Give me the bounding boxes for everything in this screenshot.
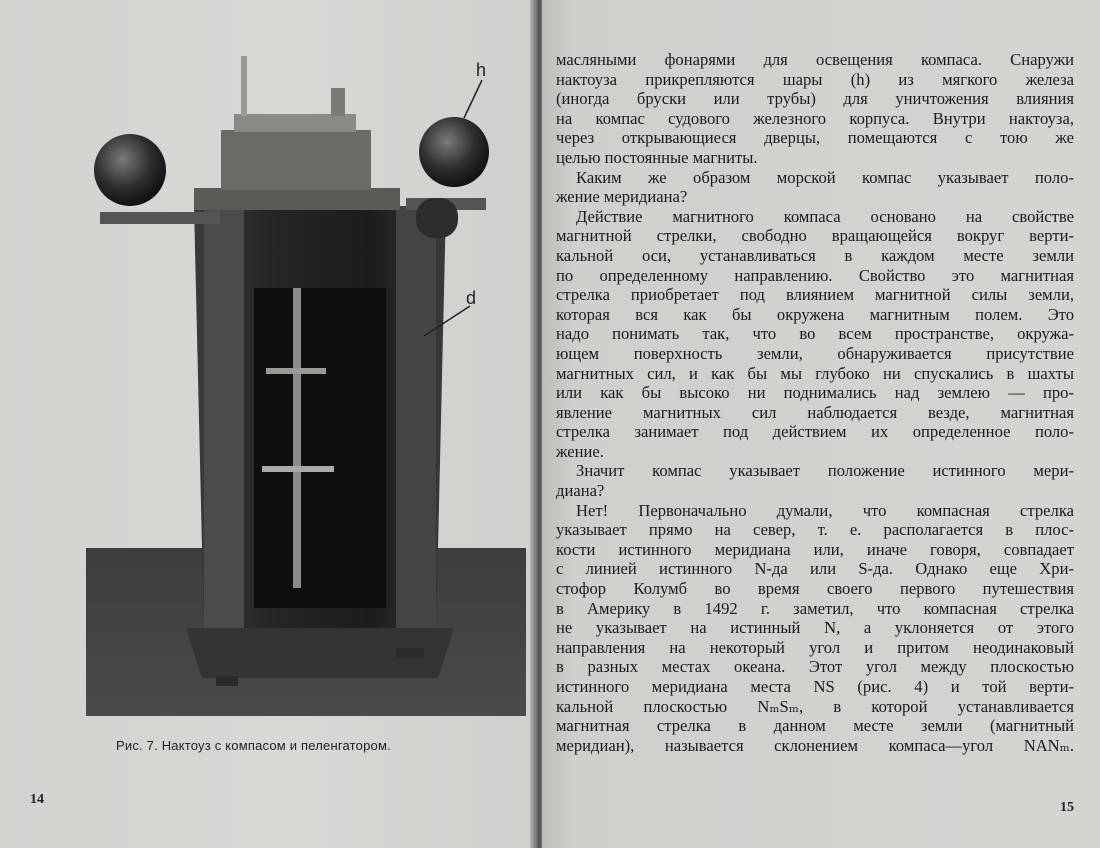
text-line: диана? (556, 481, 605, 501)
text-line: в Америку в 1492 г. заметил, что компасная стрелка (556, 598, 1074, 618)
pelorus-vane (241, 56, 247, 116)
text-line: которая вся как бы окружена магнитным полем. Это (556, 304, 1074, 324)
text-line: через открывающиеся дверцы, помещаются с тою же (556, 128, 1074, 148)
page-number-right: 15 (1060, 800, 1074, 815)
text-line: магнитных сил, и как бы мы глубоко ни спускались в шахты (556, 363, 1074, 383)
label-h: h (476, 60, 487, 80)
right-door (396, 206, 436, 636)
text-line: не указывает на истинный N, а уклоняется от этого (556, 618, 1074, 638)
binnacle-illustration (86, 48, 526, 716)
text-line: Действие магнитного компаса основано на свойстве (576, 206, 1074, 226)
text-line: на компас судового железного корпуса. Внутри нактоуза, (556, 108, 1074, 128)
text-line: кальной плоскостью NₘSₘ, в которой устанавливается (556, 696, 1074, 716)
central-rod (293, 288, 301, 588)
left-arm (100, 212, 220, 224)
text-line: явление магнитных сил наблюдается везде, магнитная (556, 402, 1074, 422)
right-iron-sphere (419, 117, 489, 187)
text-line: в разных местах океана. Этот угол между плоскостью (556, 657, 1074, 677)
text-line: целью постоянные магниты. (556, 147, 758, 167)
left-iron-sphere (94, 134, 166, 206)
compass-bowl (221, 130, 371, 190)
text-line: жение меридиана? (556, 187, 688, 207)
text-line: истинного меридиана места NS (рис. 4) и той верти- (556, 677, 1074, 696)
page-number-left: 14 (30, 792, 44, 807)
text-line: ющем поверхность земли, обнаруживается присутствие (556, 343, 1074, 363)
text-line: кальной оси, устанавливаться в каждом месте земли (556, 245, 1074, 265)
text-line: масляными фонарями для освещения компаса. Снаружи (556, 50, 1074, 69)
body-text (556, 50, 1074, 755)
text-line: указывает прямо на север, т. е. располагается в плос- (556, 520, 1074, 540)
text-line: по определенному направлению. Свойство это магнитная (556, 265, 1074, 285)
binnacle-opening (254, 288, 386, 608)
text-line: жение. (556, 441, 604, 461)
text-line: с линией истинного N-да или S-да. Однако еще Хри- (556, 559, 1074, 579)
compass-ring (194, 188, 400, 210)
left-door (204, 206, 244, 636)
left-page (0, 0, 536, 848)
text-line: меридиан), называется склонением компаса—угол NANₘ. (556, 735, 1074, 755)
text-line: направления на некоторый угол и притом неодинаковый (556, 637, 1074, 657)
text-line: кости истинного меридиана или, иначе говоря, совпадает (556, 539, 1074, 559)
text-line: или как бы высоко ни поднимались над землею — про- (556, 383, 1074, 403)
text-line: магнитной стрелки, свободно вращающейся вокруг верти- (556, 226, 1074, 246)
text-line: магнитная стрелка в данном месте земли (магнитный (556, 716, 1074, 736)
text-line: стрелка приобретает под влиянием магнитной силы земли, (556, 285, 1074, 305)
text-line: Значит компас указывает положение истинного мери- (576, 461, 1074, 481)
text-line: стрелка занимает под действием их определенное поло- (556, 422, 1074, 442)
label-d: d (466, 288, 477, 308)
text-line: Нет! Первоначально думали, что компасная стрелка (576, 500, 1074, 520)
binnacle-photo (86, 48, 526, 716)
text-line: нактоуза прикрепляются шары (h) из мягкого железа (556, 69, 1074, 89)
text-line: надо понимать так, что во всем пространстве, окружа- (556, 324, 1074, 344)
figure-caption: Рис. 7. Нактоуз с компасом и пеленгатором. (116, 738, 391, 753)
text-line: Каким же образом морской компас указывает поло- (576, 167, 1074, 187)
text-line: (иногда бруски или трубы) для уничтожения влияния (556, 89, 1074, 109)
text-line: стофор Колумб во время своего первого путешествия (556, 579, 1074, 599)
